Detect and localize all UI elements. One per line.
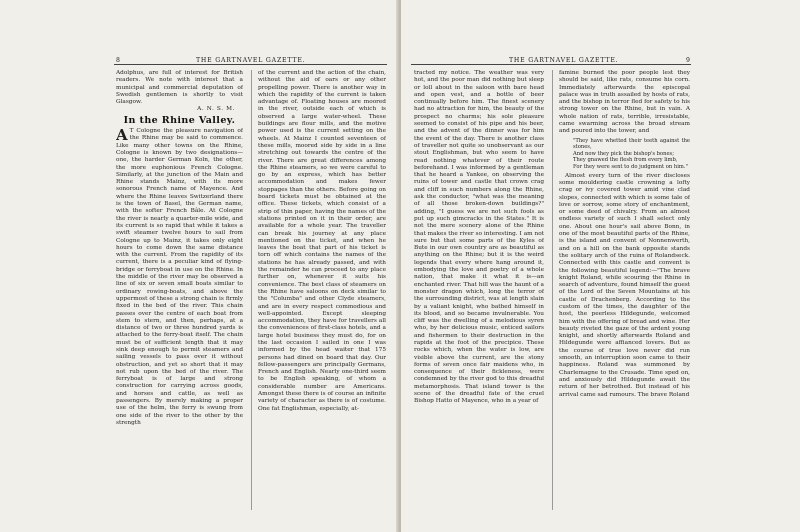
article-body-col4: famine burned the poor people lest they should be said, like rats, consume his corn. Immediately afterwards the episcopal palace was in truth assailed by hosts of rats, and the bishop in terror fled for safety to his strong tower on the Rhine, but in vain. A whole nation of rats, terrible, irresistable, came swarming across the broad stream and poured into the tower, and bbox=[559, 70, 690, 135]
left-column-2 bbox=[258, 70, 386, 510]
page-number-left: 8 bbox=[116, 57, 120, 64]
verse-line: "They have whetted their teeth against the stones, bbox=[573, 137, 690, 151]
article-body-col3: tracted my notice. The weather was very hot, and the poor man did nothing but sleep or loll about in the saloon with bare head and open vest, and a bottle of beer continually before him. The finest scenery had no attraction for him, the beauty of the prospect no charms; his sole pleasure seemed to consist of his pipe and his beer, and the advent of the dinner was for him the event of the day. There is another class of traveller not quite so unobservant as our stout Englishman, but who seem to have read nothing whatever of their route beforehand. I was informed by a gentleman that he heard a Yankee, on observing the ruins of tower and castle that crown crag and cliff in such numbers along the Rhine, ask the conductor, "what was the meaning of all those broken-down buildings?" adding, "I guess we are not such fools as put up such gimcracks in the States." It is not the mere scenery alone of the Rhine that makes the river so interesting. I am not sure but that some parts of the Kyles of Bute in our own country are as beautiful as anything on the Rhine; but it is the weird legends that every where hang around it, embodying the love and poetry of a whole nation, that make it what it is—an enchanted river. That hill was the haunt of a monster dragon which, long the terror of the surrounding district, was at length slain by a valiant knight, who bathed himself in its blood, and so became invulnerable. You cliff was the dwelling of a melodious syren who, by her delicious music, enticed sailors and fishermen to their destruction in the rapids at the foot of the precipice. These rocks which, when the water is low, are visible above the current, are the stony forms of seven once fair maidens who, in consequence of their fickleness, were condemned by the river god to this dreadful metamorphosis. That island tower is the scene of the dreadful fate of the cruel Bishop Hatto of Mayence, who in a year of bbox=[414, 70, 544, 405]
verse-line: They gnawed the flesh from every limb, bbox=[573, 157, 678, 164]
verse-quote bbox=[573, 138, 690, 171]
verse-line: And now they pick the bishop's bones; bbox=[573, 150, 674, 157]
author-signature: A. N. S. M. bbox=[197, 106, 235, 113]
column-divider-left bbox=[251, 70, 252, 510]
intro-paragraph: Adolphus, are full of interest for British readers. We note with interest that a municipal and commercial deputation of Swedish gentlemen is shortly to visit Glasgow. bbox=[116, 70, 243, 106]
header-rule-left bbox=[114, 64, 387, 65]
running-head-right: THE GARTNAVEL GAZETTE. bbox=[509, 57, 619, 64]
article-title: In the Rhine Valley. bbox=[123, 114, 236, 126]
drop-cap: A bbox=[116, 126, 128, 145]
left-column-1 bbox=[116, 70, 243, 510]
article-body-col4-cont: Almost every turn of the river discloses some mouldering castle crowning a lofty crag or ivy covered tower amid vine clad slopes, connected with which is some tale of love or sorrow, some story of enchantment, or some deed of chivalry. From an almost endless variety of such I shall select only one. About one hour's sail above Bonn, in one of the most beautiful parts of the Rhine, is the island and convent of Nonnenwerth, and on a hill on the bank opposite stands the solitary arch of the ruins of Rolandseck. Connected with this castle and convent is the following beautiful legend:—"The brave knight Roland, while scouring the Rhine in search of adventure, found himself the guest of the Lord of the Seven Mountains at his castle of Drachenberg. According to the custom of the times, the daughter of the host, the peerless Hildegunde, welcomed him with the offering of bread and wine. Her beauty riveted the gaze of the ardent young knight, and shortly afterwards Roland and Hildegunde were affianced lovers. But as the course of true love never did run smooth, an interruption soon came to their happiness. Roland was summoned by Charlemagne to the Crusade. Time sped on, and anxiously did Hildegunde await the return of her betrothed. But instead of his arrival came sad rumours. The brave Roland bbox=[559, 172, 690, 398]
article-body-start: T Cologne the pleasure navigation of the Rhine may be said to commence. Like many other towns on the Rhine, Cologne is known by two designations—one, the harder German Koln, the other, the more euphonious French Cologne. Similarly, at the junction of the Main and Rhine stands Mainz, with its more sonorous French name of Mayence. And where the Rhine leaves Switzerland there is the town of Basel, the German name, with the softer French Bâle. At Cologne the river is nearly a quarter-mile wide, and its current is so rapid that while it takes a swift steamer twelve hours to sail from Cologne up to Mainz, it takes only eight hours to come down the same distance with the current. From the rapidity of its current, there is a peculiar kind of flying-bridge or ferryboat in use on the Rhine. In the middle of the river may be observed a line of six or seven small boats similar to ordinary rowing-boats, and above the uppermost of these a strong chain is firmly fixed in the bed of the river. This chain passes over the centre of each boat from stem to stern, and then, perhaps, at a distance of two or three hundred yards is attached to the ferry-boat itself. The chain must be of sufficient length that it may sink deep enough to permit steamers and sailing vessels to pass over it without obstruction, and yet so short that it may not rub upon the bed of the river. The ferryboat is of large and strong construction for carrying across goods, and horses and cattle, as well as passengers. By merely making a proper use of the helm, the ferry is swung from one side of the river to the other by the strength bbox=[116, 128, 243, 426]
column-divider-right bbox=[552, 70, 553, 510]
right-column-2 bbox=[559, 70, 690, 510]
article-body-col2: of the current and the action of the chain, without the aid of oars or any other propelling power. There is another way in which the rapidity of the current is taken advantage of. Floating houses are moored in the river, outside each of which is observed a large water-wheel. These buildings are flour mills, and the motive power used is the current setting on the wheels. At Mainz I counted seventeen of these mills, moored side by side in a line stretching out towards the centre of the river. There are great differences among the Rhine steamers, so we were careful to go by an express, which has better accommodation and makes fewer stoppages than the others. Before going on board tickets must be obtained at the office. These tickets, which consist of a strip of thin paper, having the names of the stations printed on it in their order, are available for a whole year. The traveller can break his journey at any place mentioned on the ticket, and when he leaves the boat that part of his ticket is torn off which contains the names of the stations he has already passed, and with the remainder he can proceed to any place further on, whenever it suits his convenience. The best class of steamers on the Rhine have saloons on deck similar to the "Columba" and other Clyde steamers, and are in every respect commodious and well-appointed. Except sleeping accommodation, they have for travellers all the conveniences of first-class hotels, and a large hotel business they must do, for on the last occasion I sailed in one I was informed by the head waiter that 175 persons had dined on board that day. Our fellow-passengers are principally Germans, French and English. Nearly one-third seem to be English speaking, of whom a considerable number are Americans. Amongst these there is of course an infinite variety of character as there is of costume. One fat Englishman, especially, at- bbox=[258, 70, 386, 412]
left-page bbox=[0, 0, 399, 532]
right-column-1 bbox=[414, 70, 544, 510]
header-rule-right bbox=[411, 64, 691, 65]
page-number-right: 9 bbox=[686, 57, 690, 64]
right-page bbox=[401, 0, 800, 532]
verse-line: For they were sent to do judgment on him." bbox=[573, 164, 688, 171]
running-head-left: THE GARTNAVEL GAZETTE. bbox=[196, 57, 306, 64]
